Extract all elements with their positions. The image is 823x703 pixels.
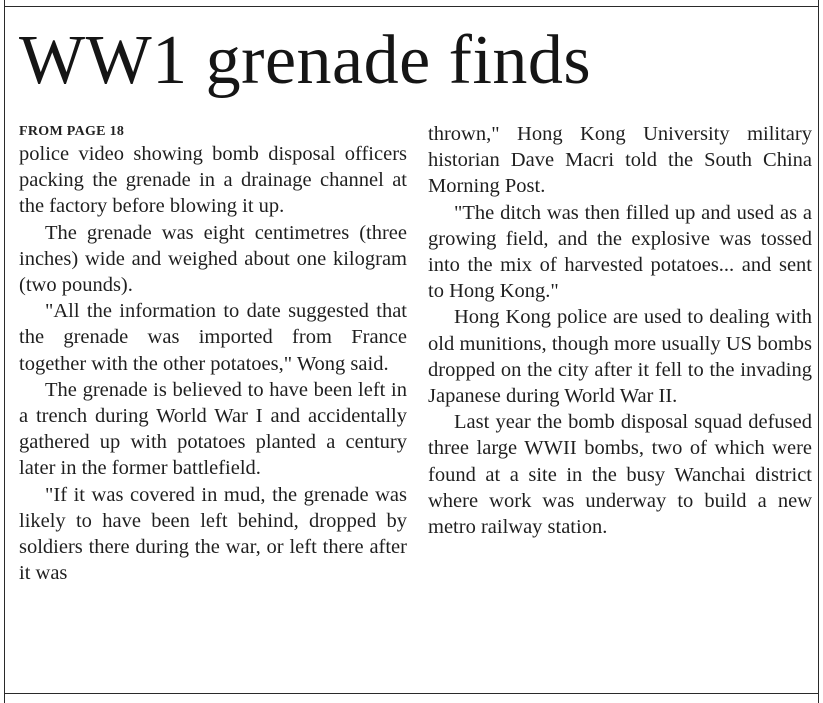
left-paragraph-3: "All the information to date suggested that the grenade was imported from France together with the other potatoes," Wong said. — [19, 300, 407, 375]
left-paragraph-5: "If it was covered in mud, the grenade was likely to have been left behind, dropped by soldiers there during the war, or left there after it was — [19, 483, 407, 585]
right-column — [428, 121, 812, 540]
left-paragraph-1: police video showing bomb disposal officers packing the grenade in a drainage channel at the factory before blowing it up. — [19, 143, 407, 218]
headline: WW1 grenade finds — [19, 22, 592, 99]
left-paragraph-2: The grenade was eight centimetres (three inches) wide and weighed about one kilogram (two pounds). — [19, 221, 407, 297]
right-paragraph-2: "The ditch was then filled up and used as a growing field, and the explosive was tossed into the mix of harvested potatoes... and sent to Hong Kong." — [428, 201, 812, 303]
news-article — [4, 0, 819, 703]
left-paragraph-4: The grenade is believed to have been left in a trench during World War I and accidentally gathered up with potatoes planted a century later in the former battlefield. — [19, 378, 407, 480]
left-column — [19, 123, 407, 586]
bottom-rule — [5, 693, 818, 694]
right-paragraph-1: thrown," Hong Kong University military historian Dave Macri told the South China Morning Post. — [428, 123, 812, 198]
right-paragraph-3: Hong Kong police are used to dealing with old munitions, though more usually US bombs dropped on the city after it fell to the invading Japanese during World War II. — [428, 306, 812, 408]
top-rule — [5, 6, 818, 7]
continuation-kicker: FROM PAGE 18 — [19, 124, 125, 139]
right-paragraph-4: Last year the bomb disposal squad defused three large WWII bombs, two of which were found at a site in the busy Wanchai district where work was underway to build a new metro railway station. — [428, 411, 812, 539]
